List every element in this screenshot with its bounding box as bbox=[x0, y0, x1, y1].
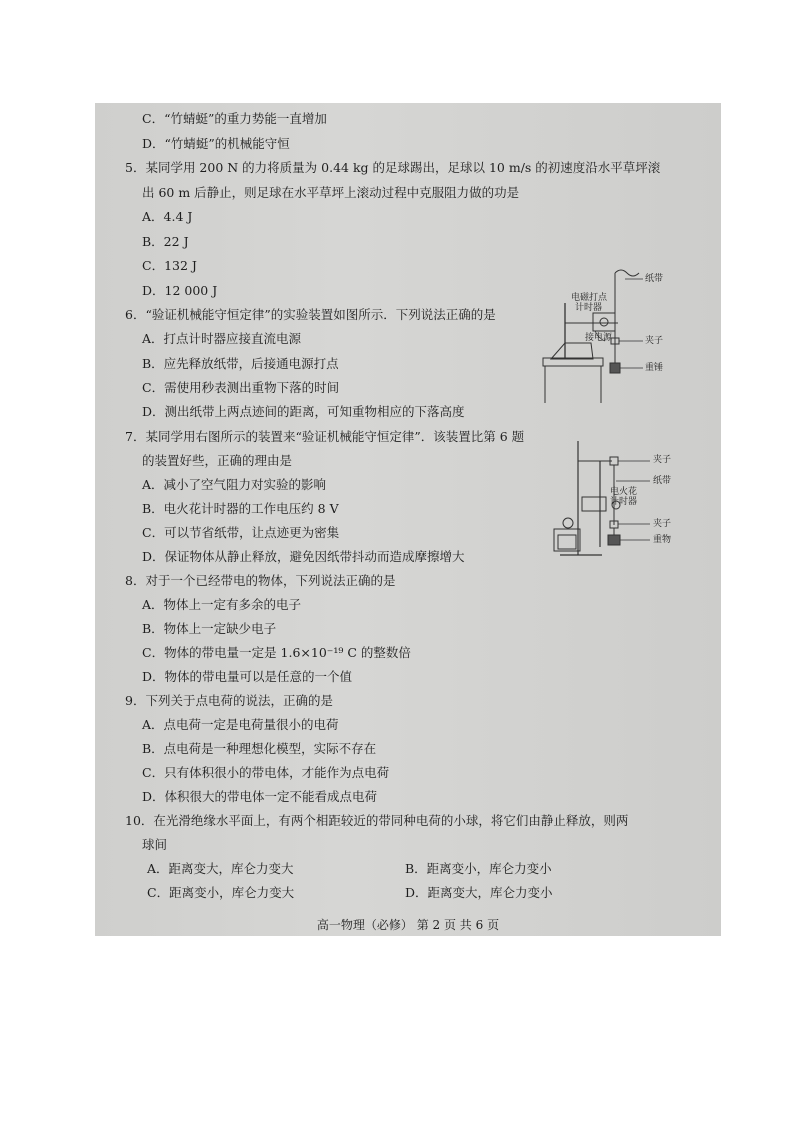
q6-label-weight: 重锤 bbox=[645, 363, 664, 373]
q7-label-clip-top: 夹子 bbox=[653, 455, 672, 465]
q7-label-weight: 重物 bbox=[653, 535, 672, 545]
q9-option-b: B．点电荷是一种理想化模型，实际不存在 bbox=[142, 741, 377, 756]
q5-option-d: D．12 000 J bbox=[142, 283, 218, 298]
page-footer: 高一物理（必修） 第 2 页 共 6 页 bbox=[316, 918, 500, 932]
q6-label-timer-2: 计时器 bbox=[575, 303, 603, 313]
q7-label-timer-2: 计时器 bbox=[610, 497, 638, 507]
q5-option-a: A．4.4 J bbox=[142, 209, 193, 224]
q5-stem-line-1: 5．某同学用 200 N 的力将质量为 0.44 kg 的足球踢出，足球以 10 m/s 的初速度沿水平草坪滚 bbox=[125, 160, 661, 175]
q10-option-b: B．距离变小，库仑力变小 bbox=[405, 861, 552, 876]
q8-option-c: C．物体的带电量一定是 1.6×10⁻¹⁹ C 的整数倍 bbox=[142, 645, 411, 660]
q6-option-a: A．打点计时器应接直流电源 bbox=[142, 331, 302, 346]
q7-label-tape: 纸带 bbox=[653, 476, 672, 486]
q7-apparatus-figure bbox=[540, 437, 718, 577]
q9-option-a: A．点电荷一定是电荷量很小的电荷 bbox=[142, 717, 339, 732]
q8-option-b: B．物体上一定缺少电子 bbox=[142, 621, 277, 636]
q10-stem-line-2: 球间 bbox=[142, 837, 168, 852]
q6-option-c: C．需使用秒表测出重物下落的时间 bbox=[142, 380, 340, 395]
q10-stem-line-1: 10．在光滑绝缘水平面上，有两个相距较近的带同种电荷的小球，将它们由静止释放，则两 bbox=[125, 813, 629, 828]
q4-option-d: D．“竹蜻蜓”的机械能守恒 bbox=[142, 136, 290, 151]
q7-option-c: C．可以节省纸带，让点迹更为密集 bbox=[142, 525, 340, 540]
q10-option-a: A．距离变大，库仑力变大 bbox=[147, 861, 294, 876]
q5-stem-line-2: 出 60 m 后静止，则足球在水平草坪上滚动过程中克服阻力做的功是 bbox=[142, 185, 520, 200]
q7-stem-line-1: 7．某同学用右图所示的装置来“验证机械能守恒定律”．该装置比第 6 题 bbox=[125, 429, 525, 444]
q6-label-tape: 纸带 bbox=[645, 274, 664, 284]
q7-label-timer-1: 电火花 bbox=[610, 487, 638, 497]
q6-label-timer-1: 电磁打点 bbox=[571, 293, 608, 303]
q7-label-clip-bottom: 夹子 bbox=[653, 519, 672, 529]
q6-apparatus-figure bbox=[533, 263, 713, 413]
q10-option-d: D．距离变大，库仑力变小 bbox=[405, 885, 553, 900]
q9-option-c: C．只有体积很小的带电体，才能作为点电荷 bbox=[142, 765, 390, 780]
q9-stem: 9．下列关于点电荷的说法，正确的是 bbox=[125, 693, 333, 708]
q6-label-power: 接电源 bbox=[585, 333, 613, 343]
q6-label-clip: 夹子 bbox=[645, 336, 664, 346]
q4-option-c: C．“竹蜻蜓”的重力势能一直增加 bbox=[142, 111, 327, 126]
q5-option-b: B．22 J bbox=[142, 234, 189, 249]
q7-option-a: A．减小了空气阻力对实验的影响 bbox=[142, 477, 327, 492]
q5-option-c: C．132 J bbox=[142, 258, 197, 273]
q6-option-d: D．测出纸带上两点迹间的距离，可知重物相应的下落高度 bbox=[142, 404, 465, 419]
q7-option-d: D．保证物体从静止释放，避免因纸带抖动而造成摩擦增大 bbox=[142, 549, 465, 564]
q8-option-a: A．物体上一定有多余的电子 bbox=[142, 597, 302, 612]
exam-page bbox=[95, 103, 721, 936]
q8-stem: 8．对于一个已经带电的物体，下列说法正确的是 bbox=[125, 573, 396, 588]
q8-option-d: D．物体的带电量可以是任意的一个值 bbox=[142, 669, 353, 684]
q10-option-c: C．距离变小，库仑力变大 bbox=[147, 885, 295, 900]
q7-stem-line-2: 的装置好些，正确的理由是 bbox=[142, 453, 293, 468]
q6-option-b: B．应先释放纸带，后接通电源打点 bbox=[142, 356, 339, 371]
q9-option-d: D．体积很大的带电体一定不能看成点电荷 bbox=[142, 789, 378, 804]
q6-stem: 6．“验证机械能守恒定律”的实验装置如图所示．下列说法正确的是 bbox=[125, 307, 496, 322]
q7-option-b: B．电火花计时器的工作电压约 8 V bbox=[142, 501, 339, 516]
